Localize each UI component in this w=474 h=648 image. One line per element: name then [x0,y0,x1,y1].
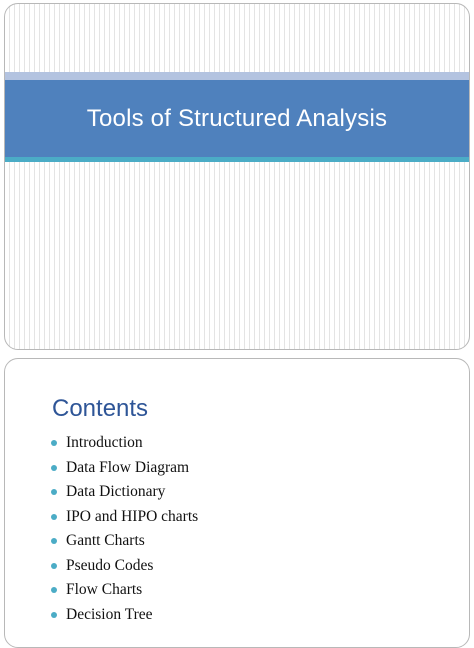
list-item-label: Flow Charts [66,581,143,599]
list-item [51,554,198,579]
bullet-icon [51,612,57,618]
bullet-icon [51,465,57,471]
bullet-icon [51,489,57,495]
bullet-icon [51,514,57,520]
title-slide [4,3,470,350]
contents-list [51,431,198,627]
list-item [51,578,198,603]
bullet-icon [51,440,57,446]
list-item [51,505,198,530]
list-item-label: Data Dictionary [66,483,166,501]
title-band-top-stripe [5,72,469,80]
list-item-label: Data Flow Diagram [66,458,190,476]
list-item-label: Pseudo Codes [66,556,154,574]
contents-slide [4,358,470,648]
list-item [51,456,198,481]
list-item-label: Introduction [66,434,143,452]
list-item-label: Gantt Charts [66,532,145,550]
list-item-label: IPO and HIPO charts [66,507,199,525]
list-item [51,480,198,505]
title-band-bottom-stripe [5,157,469,162]
bullet-icon [51,538,57,544]
list-item [51,529,198,554]
bullet-icon [51,563,57,569]
slide-title: Tools of Structured Analysis [86,104,388,132]
list-item-label: Decision Tree [66,605,153,623]
contents-heading: Contents [52,395,149,422]
bullet-icon [51,587,57,593]
list-item [51,603,198,628]
title-band [5,80,469,157]
list-item [51,431,198,456]
